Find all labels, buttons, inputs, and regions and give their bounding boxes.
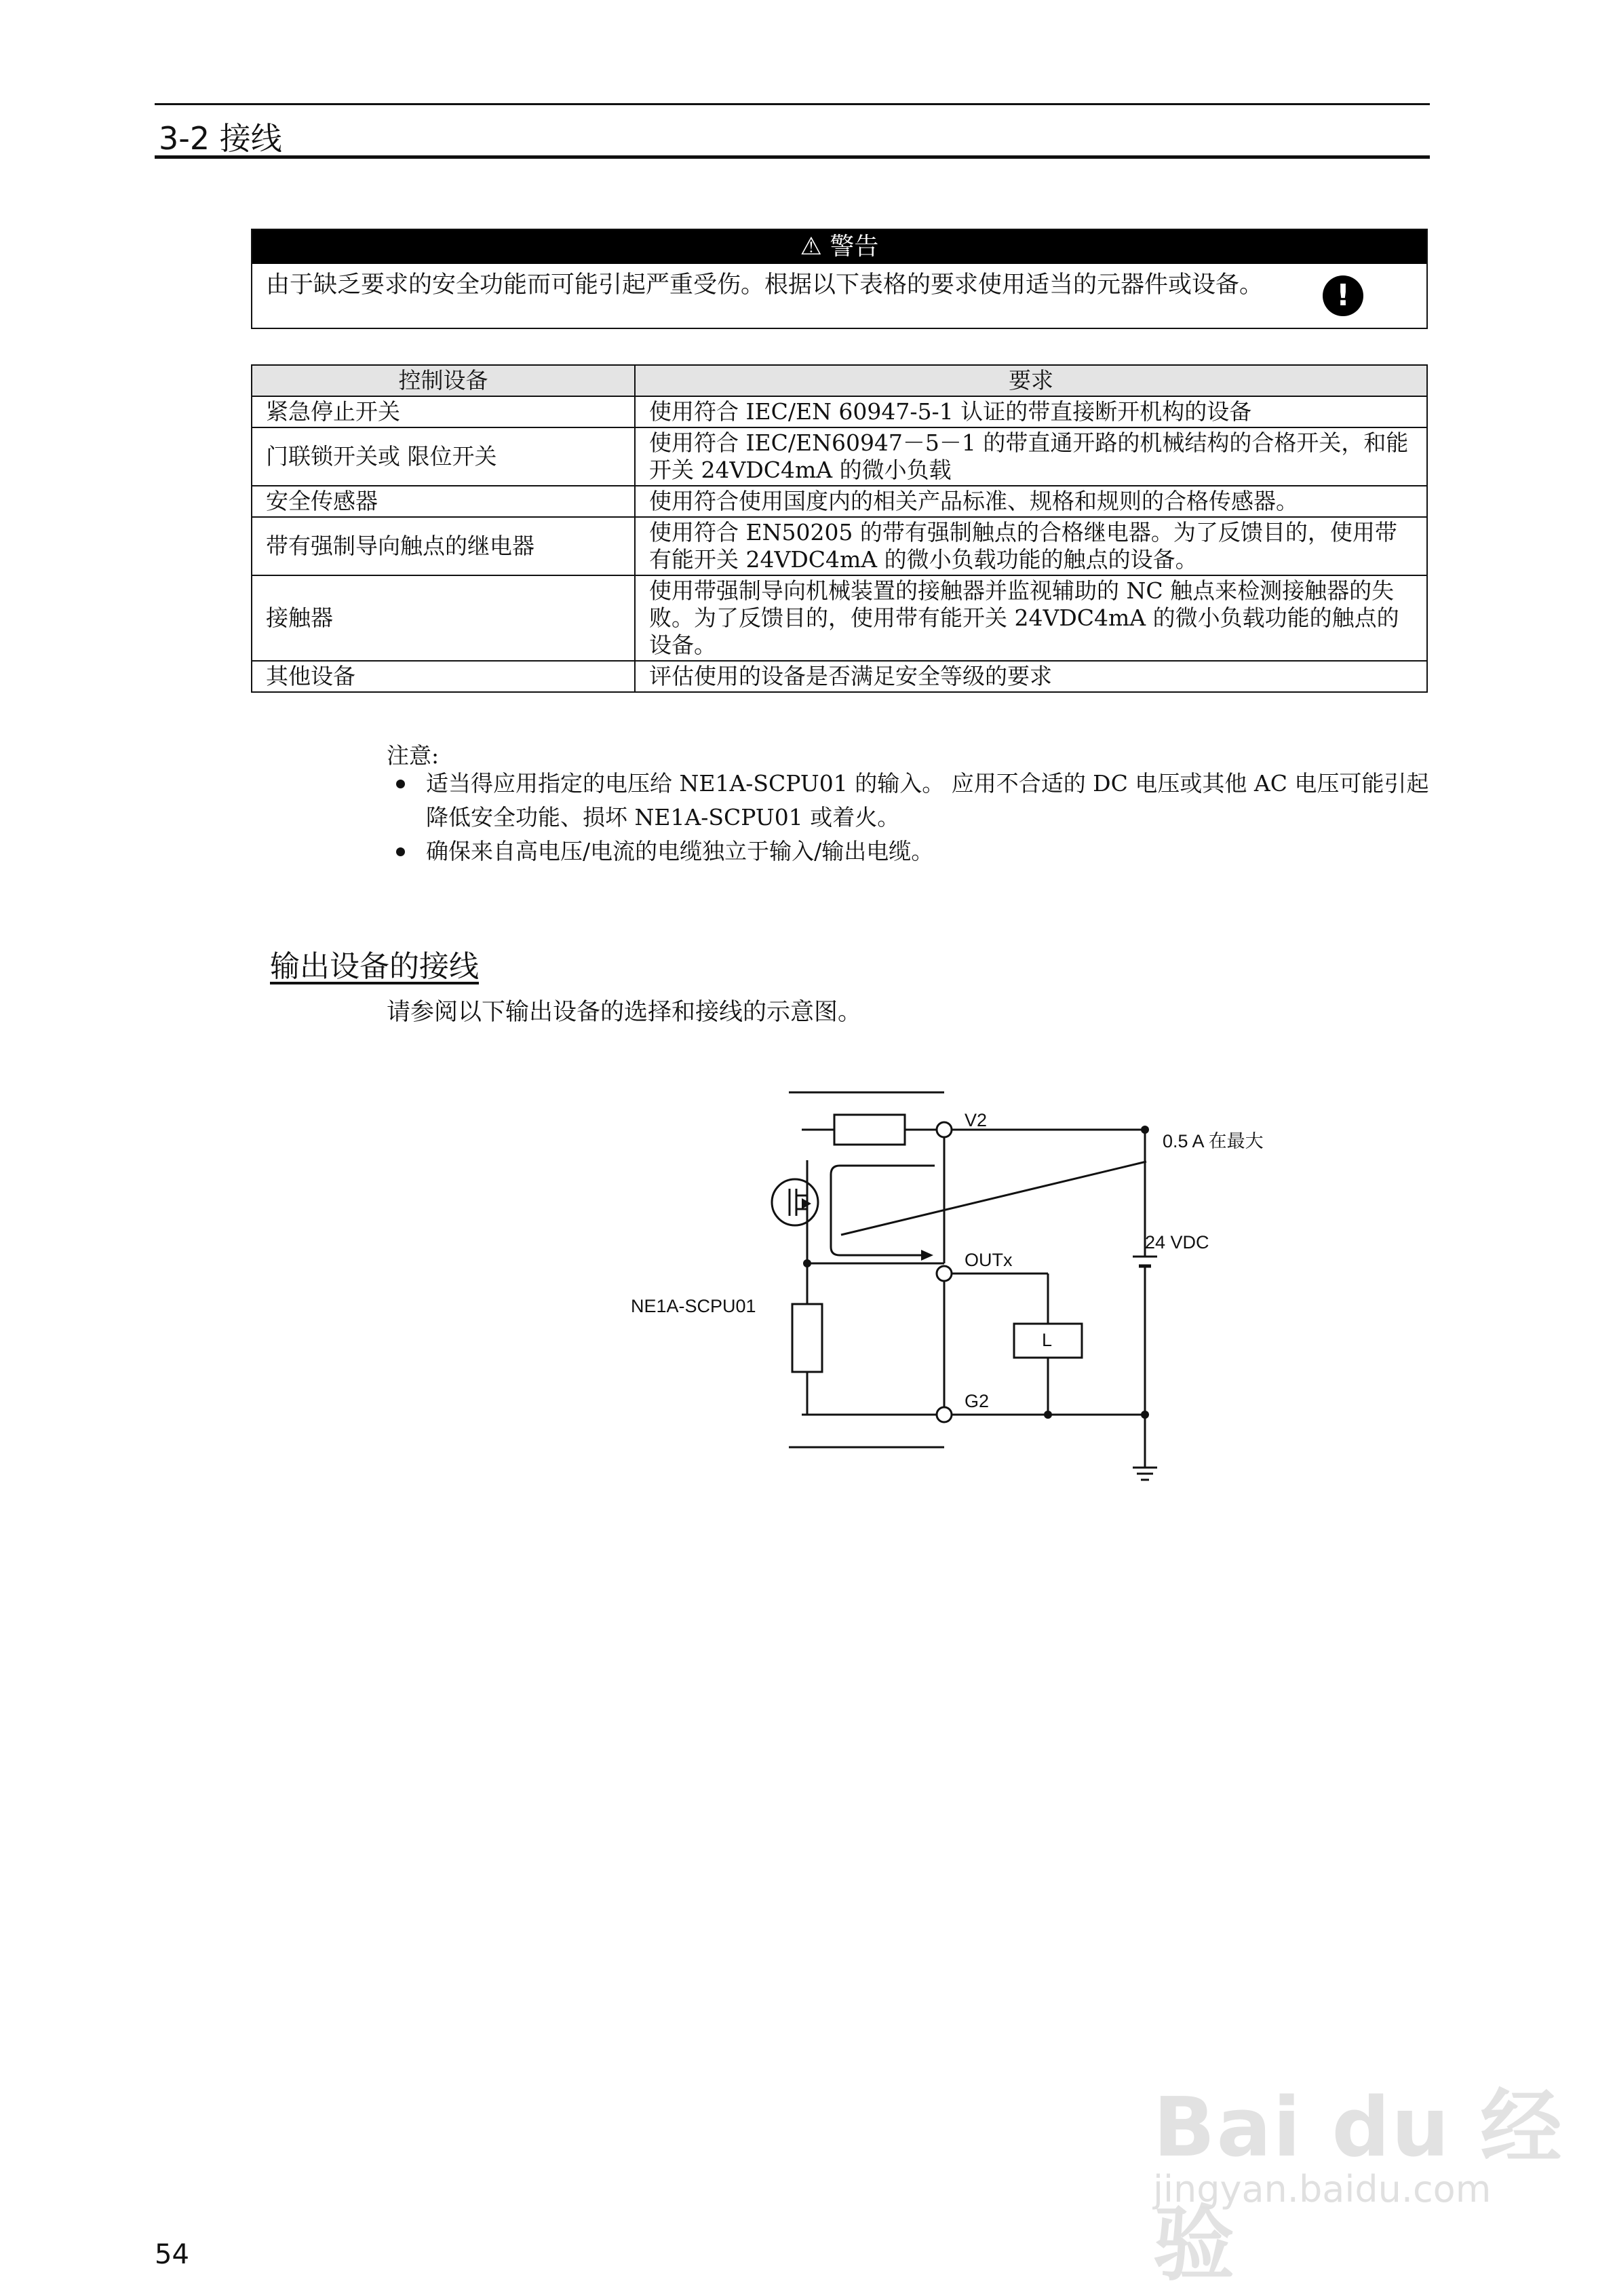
note-text: 适当得应用指定的电压给 NE1A-SCPU01 的输入。 应用不合适的 DC 电压或其他 AC 电压可能引起降低安全功能、损坏 NE1A-SCPU01 或着火。 [426,770,1429,830]
label-v2: V2 [965,1110,988,1130]
table-cell-requirement: 使用符合 IEC/EN 60947-5-1 认证的带直接断开机构的设备 [635,396,1427,427]
terminal-outx [937,1266,952,1281]
label-vdc: 24 VDC [1145,1232,1209,1252]
terminal-g2 [937,1407,952,1422]
table-cell-device: 其他设备 [252,661,635,692]
column-header: 控制设备 [252,365,635,396]
table-cell-requirement: 使用带强制导向机械装置的接触器并监视辅助的 NC 触点来检测接触器的失败。为了反馈目的，使用带有能开关 24VDC4mA 的微小负载功能的触点的设备。 [635,575,1427,661]
junction-dot [803,1259,811,1267]
label-load: L [1042,1330,1053,1350]
label-current: 0.5 A 在最大 [1163,1131,1264,1151]
table-cell-requirement: 评估使用的设备是否满足安全等级的要求 [635,661,1427,692]
junction-dot [1044,1411,1052,1419]
current-path [831,1166,935,1255]
table-cell-requirement: 使用符合 EN50205 的带有强制触点的合格继电器。为了反馈目的，使用带有能开关 24VDC4mA 的微小负载功能的触点的设备。 [635,517,1427,575]
junction-dot [1141,1126,1149,1134]
watermark-url: jingyan.baidu.com [1153,2168,1492,2211]
section-header: 3-2 接线 [159,120,282,157]
label-outx: OUTx [965,1250,1013,1270]
page-number: 54 [155,2239,189,2270]
resistor-top [834,1115,905,1145]
table-cell-device: 安全传感器 [252,486,635,517]
table-cell-device: 门联锁开关或 限位开关 [252,427,635,486]
table-cell-device: 紧急停止开关 [252,396,635,427]
table-cell-device: 带有强制导向触点的继电器 [252,517,635,575]
notes-heading: 注意: [387,742,440,769]
watermark-logo: Bai du 经验 [1153,2081,1563,2292]
warning-title: ⚠ 警告 [252,230,1426,264]
resistor-bottom [792,1304,822,1372]
section-description: 请参阅以下输出设备的选择和接线的示意图。 [387,999,862,1026]
terminal-v2 [937,1122,952,1137]
column-header: 要求 [635,365,1427,396]
transistor-symbol [772,1179,818,1225]
junction-dot [1141,1411,1149,1419]
table-cell-requirement: 使用符合 IEC/EN60947－5－1 的带直通开路的机械结构的合格开关，和能开关 24VDC4mA 的微小负载 [635,427,1427,486]
table-cell-device: 接触器 [252,575,635,661]
label-g2: G2 [965,1391,990,1411]
arrow-head [921,1250,933,1261]
warning-text: 由于缺乏要求的安全功能而可能引起严重受伤。根据以下表格的要求使用适当的元器件或设备。 [266,271,1264,299]
exclamation-icon: ! [1323,275,1363,316]
label-unit: NE1A-SCPU01 [631,1296,756,1316]
table-cell-requirement: 使用符合使用国度内的相关产品标准、规格和规则的合格传感器。 [635,486,1427,517]
note-text: 确保来自高电压/电流的电缆独立于输入/输出电缆。 [426,838,934,864]
current-indicator-line [841,1162,1146,1235]
section-title: 输出设备的接线 [270,949,479,984]
